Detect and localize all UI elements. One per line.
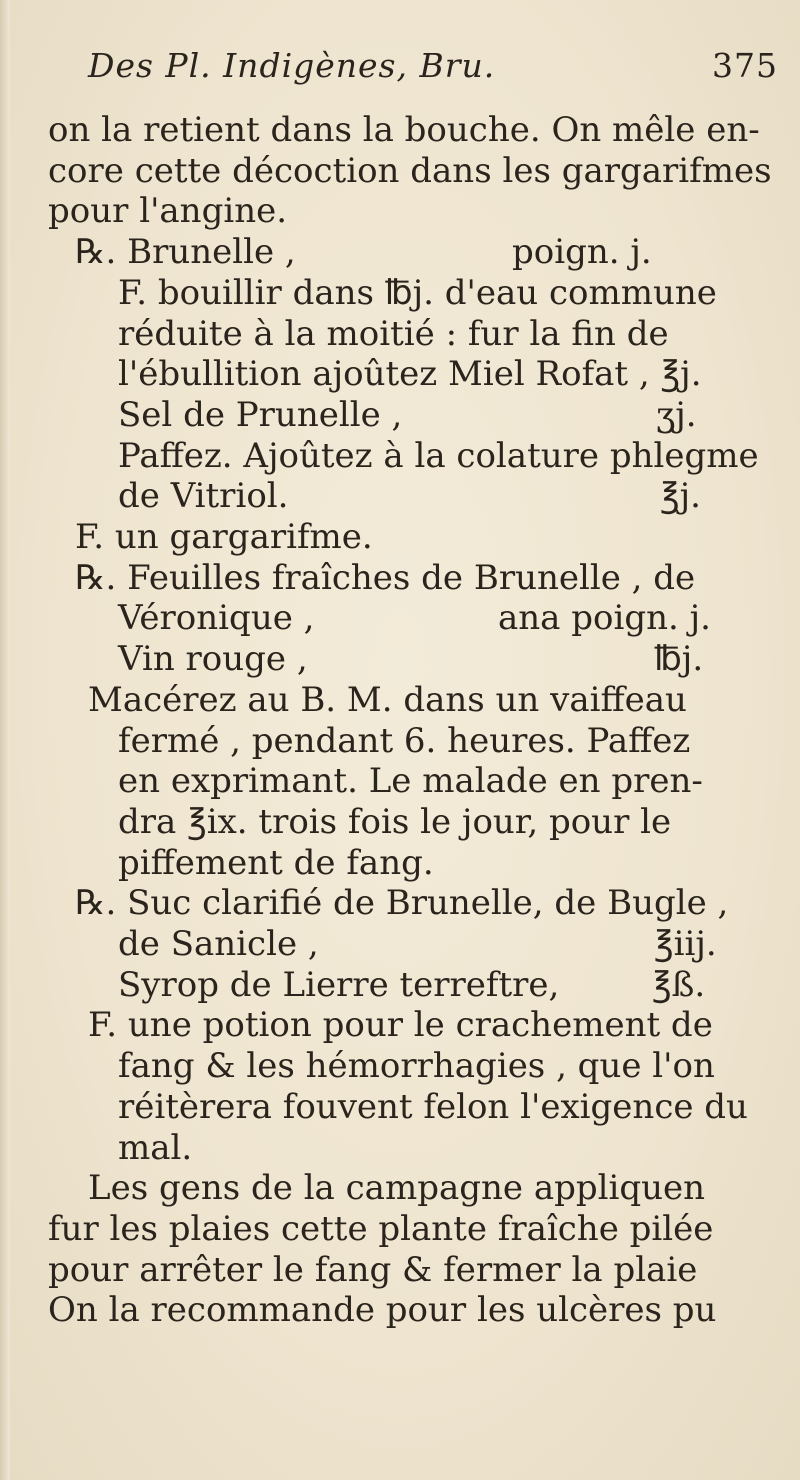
- line-text: F. une potion pour le crachement de: [88, 1005, 713, 1045]
- text-line: [118, 273, 717, 313]
- line-text: Paffez. Ajoûtez à la colature phlegme: [118, 436, 759, 476]
- page-gutter: [0, 0, 10, 1480]
- text-line: [118, 843, 434, 883]
- text-line: [118, 639, 704, 679]
- line-text: de Vitriol.: [118, 476, 289, 516]
- text-line: [48, 151, 772, 191]
- line-text: core cette décoction dans les gargarifmes: [48, 151, 772, 191]
- line-text: de Sanicle ,: [118, 924, 319, 964]
- line-quantity: ℥j.: [660, 476, 701, 516]
- line-text: piffement de fang.: [118, 843, 434, 883]
- line-quantity: ℔j.: [654, 639, 704, 679]
- line-quantity: poign. j.: [512, 232, 652, 272]
- line-text: dra ℥ix. trois fois le jour, pour le: [118, 802, 672, 842]
- text-line: [118, 598, 711, 638]
- running-header: [88, 46, 778, 85]
- line-text: Macérez au B. M. dans un vaiffeau: [88, 680, 687, 720]
- line-text: F. un gargarifme.: [75, 517, 373, 557]
- text-line: [118, 314, 669, 354]
- text-line: [75, 232, 652, 272]
- text-line: [48, 1209, 713, 1249]
- line-text: réitèrera fouvent felon l'exigence du: [118, 1087, 748, 1127]
- text-line: [118, 721, 690, 761]
- line-text: pour arrêter le fang & fermer la plaie: [48, 1250, 698, 1290]
- line-text: fang & les hémorrhagies , que l'on: [118, 1046, 715, 1086]
- line-text: Sel de Prunelle ,: [118, 395, 403, 435]
- line-text: F. bouillir dans ℔j. d'eau commune: [118, 273, 717, 313]
- line-text: en exprimant. Le malade en pren-: [118, 761, 703, 801]
- line-quantity: ℥ß.: [652, 965, 706, 1005]
- text-line: [88, 1168, 705, 1208]
- text-line: [118, 1046, 715, 1086]
- line-text: Véronique ,: [118, 598, 315, 638]
- running-title: Des Pl. Indigènes, Bru.: [88, 46, 496, 85]
- line-text: l'ébullition ajoûtez Miel Rofat , ℥j.: [118, 354, 702, 394]
- text-line: [118, 354, 702, 394]
- text-line: [88, 1005, 713, 1045]
- text-line: [48, 191, 287, 231]
- text-line: [118, 476, 701, 516]
- text-line: [48, 110, 760, 150]
- text-line: [118, 761, 703, 801]
- line-text: ℞. Suc clarifié de Brunelle, de Bugle ,: [75, 883, 729, 923]
- line-text: pour l'angine.: [48, 191, 288, 231]
- text-line: [48, 1290, 716, 1330]
- text-line: [118, 965, 706, 1005]
- line-text: ℞. Feuilles fraîches de Brunelle , de: [75, 558, 696, 598]
- text-line: [118, 436, 759, 476]
- page-number: 375: [712, 46, 778, 85]
- line-text: mal.: [118, 1128, 193, 1168]
- text-line: [118, 1128, 192, 1168]
- text-line: [118, 802, 671, 842]
- text-line: [88, 680, 687, 720]
- line-text: On la recommande pour les ulcères pu: [48, 1290, 717, 1330]
- text-line: [75, 883, 728, 923]
- text-line: [75, 517, 373, 557]
- line-text: ℞. Brunelle ,: [75, 232, 296, 272]
- line-text: Syrop de Lierre terreftre,: [118, 965, 560, 1005]
- line-text: Vin rouge ,: [118, 639, 308, 679]
- line-quantity: ℥iij.: [654, 924, 717, 964]
- text-line: [48, 1250, 697, 1290]
- line-text: Les gens de la campagne appliquen: [88, 1168, 706, 1208]
- line-quantity: ʒj.: [656, 395, 697, 435]
- line-quantity: ana poign. j.: [498, 598, 711, 638]
- text-line: [118, 1087, 748, 1127]
- line-text: on la retient dans la bouche. On mêle en-: [48, 110, 760, 150]
- text-line: [75, 558, 695, 598]
- line-text: fermé , pendant 6. heures. Paffez: [118, 721, 691, 761]
- line-text: fur les plaies cette plante fraîche pilée: [48, 1209, 714, 1249]
- text-line: [118, 395, 697, 435]
- line-text: réduite à la moitié : fur la fin de: [118, 314, 669, 354]
- text-line: [118, 924, 717, 964]
